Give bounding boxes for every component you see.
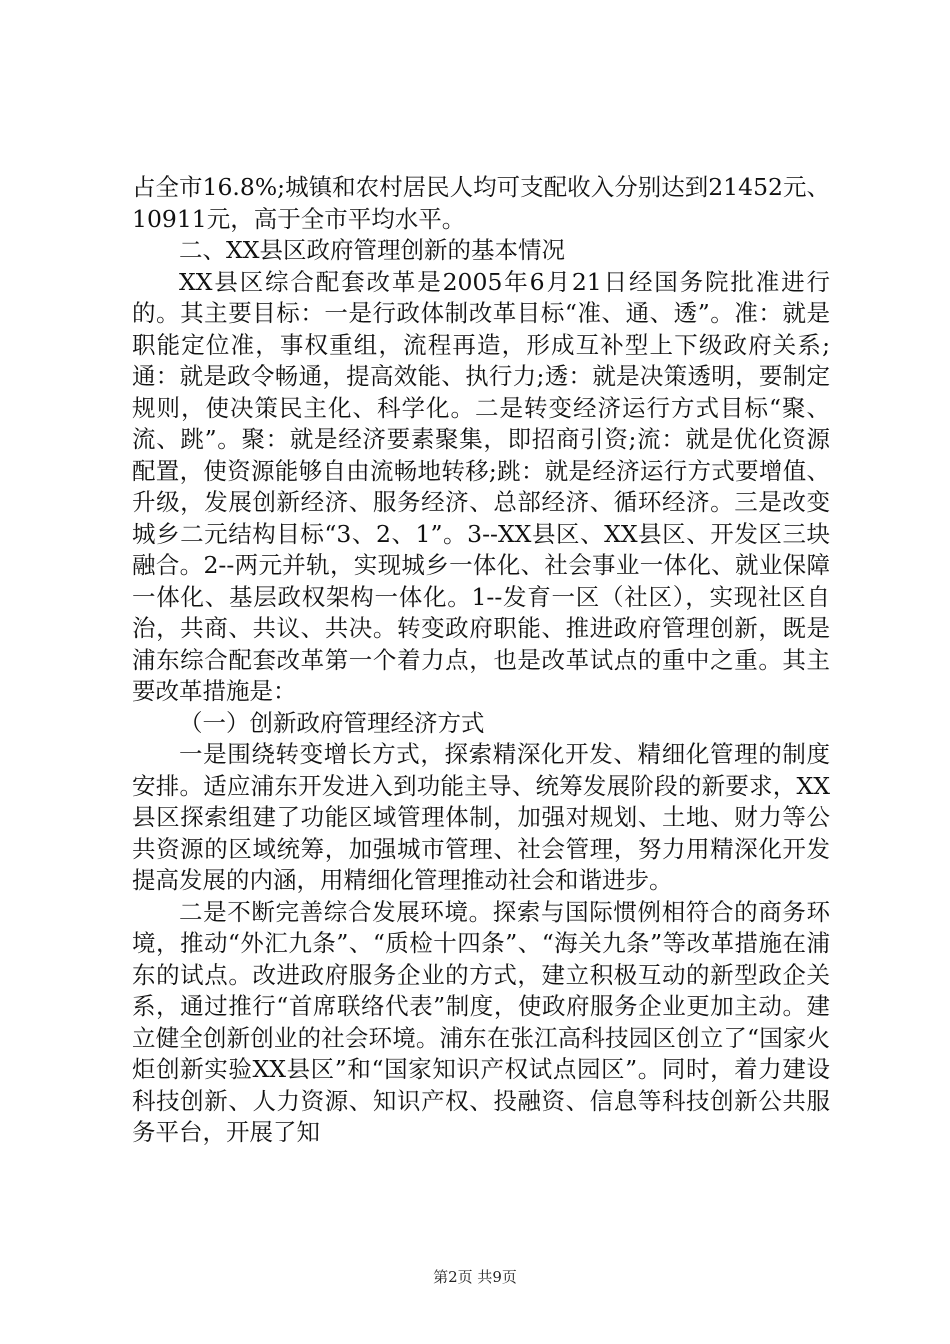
paragraph-reform-goals: XX县区综合配套改革是2005年6月21日经国务院批准进行的。其主要目标：一是行政体制改革目标“准、通、透”。准：就是职能定位准，事权重组，流程再造，形成互补型上下级政府关系;通：就是政令畅通，提高效能、执行力;透：就是决策透明，要制定规则，使决策民主化、科学化。二是转变经济运行方式目标“聚、流、跳”。聚：就是经济要素聚集，即招商引资;流：就是优化资源配置，使资源能够自由流畅地转移;跳：就是经济运行方式要增值、升级，发展创新经济、服务经济、总部经济、循环经济。三是改变城乡二元结构目标“3、2、1”。3--XX县区、XX县区、开发区三块融合。2--两元并轨，实现城乡一体化、社会事业一体化、就业保障一体化、基层政权架构一体化。1--发育一区（社区），实现社区自治，共商、共议、共决。转变政府职能、推进政府管理创新，既是浦东综合配套改革第一个着力点，也是改革试点的重中之重。其主要改革措施是： bbox=[132, 267, 830, 705]
document-body bbox=[132, 172, 830, 1149]
paragraph-development-environment: 二是不断完善综合发展环境。探索与国际惯例相符合的商务环境，推动“外汇九条”、“质检十四条”、“海关九条”等改革措施在浦东的试点。改进政府服务企业的方式，建立积极互动的新型政企关系，通过推行“首席联络代表”制度，使政府服务企业更加主动。建立健全创新创业的社会环境。浦东在张江高科技园区创立了“国家火炬创新实验XX县区”和“国家知识产权试点园区”。同时，着力建设科技创新、人力资源、知识产权、投融资、信息等科技创新公共服务平台，开展了知 bbox=[132, 897, 830, 1146]
section-heading-basic-situation: 二、XX县区政府管理创新的基本情况 bbox=[179, 236, 565, 264]
paragraph-growth-mode: 一是围绕转变增长方式，探索精深化开发、精细化管理的制度安排。适应浦东开发进入到功能主导、统筹发展阶段的新要求，XX县区探索组建了功能区域管理体制，加强对规划、土地、财力等公共资源的区域统筹，加强城市管理、社会管理，努力用精深化开发提高发展的内涵，用精细化管理推动社会和谐进步。 bbox=[132, 740, 830, 894]
paragraph-income-stats: 占全市16.8%;城镇和农村居民人均可支配收入分别达到21452元、10911元，高于全市平均水平。 bbox=[132, 173, 830, 233]
subheading-economic-management: （一）创新政府管理经济方式 bbox=[179, 708, 485, 737]
page-number-footer: 第2页 共9页 bbox=[433, 1268, 517, 1286]
